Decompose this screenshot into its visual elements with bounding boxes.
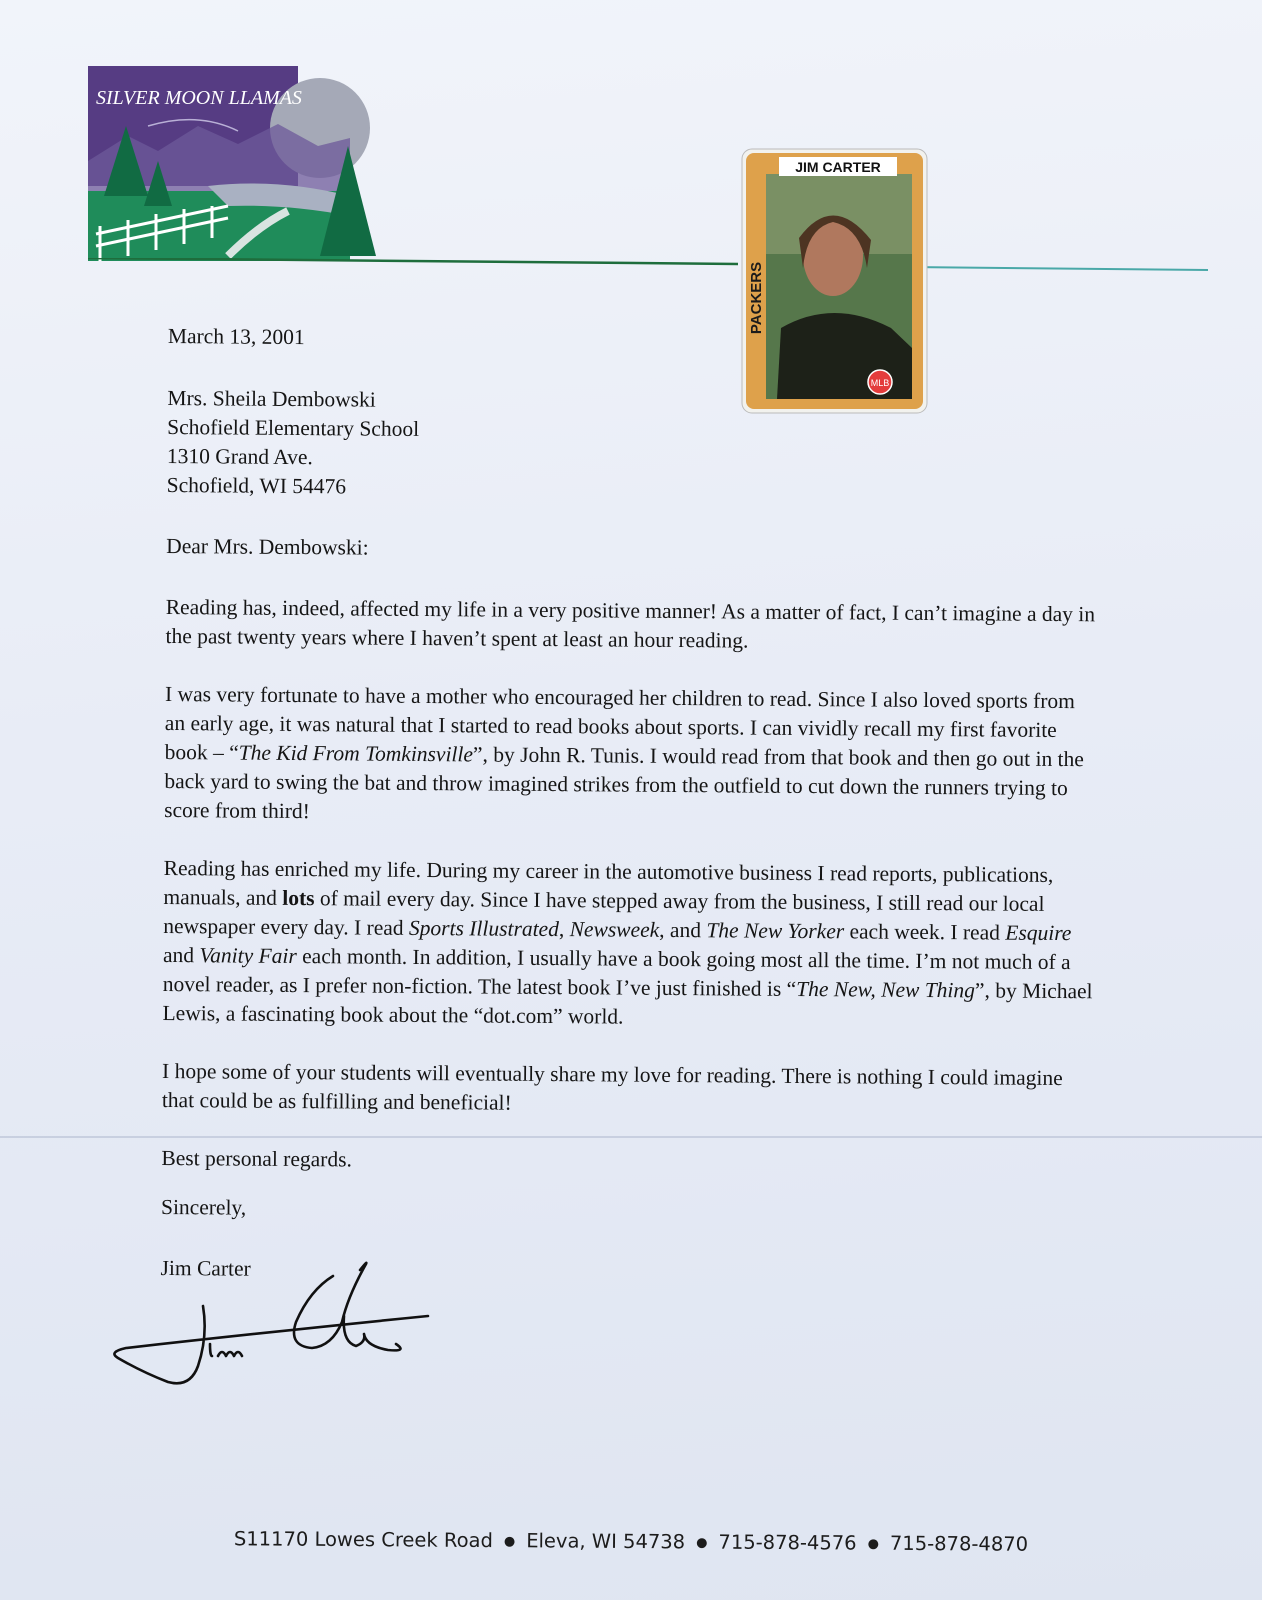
book-title: The Kid From Tomkinsville — [238, 740, 474, 767]
letter-sincerely: Sincerely, — [160, 1194, 247, 1220]
bullet-icon: ● — [867, 1536, 879, 1552]
logo-brand-text: SILVER MOON LLAMAS — [96, 87, 302, 109]
letter-greeting: Dear Mrs. Dembowski: — [166, 533, 369, 560]
book-title: The New, New Thing — [796, 976, 976, 1003]
bullet-icon: ● — [503, 1534, 516, 1550]
letter-body — [160, 322, 1098, 1290]
recipient-street: 1310 Grand Ave. — [166, 443, 313, 470]
card-badge-text: MLB — [870, 378, 890, 388]
logo-graphic — [88, 66, 388, 266]
magazine-title: Newsweek — [569, 917, 660, 942]
recipient-city-state-zip: Schofield, WI 54476 — [166, 472, 347, 499]
recipient-organization: Schofield Elementary School — [167, 414, 420, 441]
silver-moon-llamas-logo — [88, 66, 388, 266]
card-team-name: PACKERS — [748, 261, 765, 335]
letter-date: March 13, 2001 — [167, 323, 305, 350]
magazine-title: Esquire — [1005, 920, 1072, 946]
footer-phone-2: 715-878-4870 — [889, 1531, 1029, 1556]
letterhead-rule — [88, 258, 1208, 288]
magazine-title: Sports Illustrated — [408, 915, 559, 942]
bullet-icon: ● — [696, 1535, 708, 1551]
letter-closing: Best personal regards. — [161, 1145, 352, 1172]
magazine-title: Vanity Fair — [199, 943, 297, 969]
magazine-title: The New Yorker — [706, 918, 845, 944]
paragraph-2: I was very fortunate to have a mother who encouraged her children to read. Since I also loved sports from an early age, it was natural that I started to read books about sports. I can vividly recall my first favorite book – “The Kid From Tomkinsville”, by John R. Tunis. I would read from that book and then go out in the back yard to swing the bat and throw imagined strikes from the outfield to cut down the runners trying to score from third! — [164, 681, 1084, 824]
signer-name: Jim Carter — [160, 1255, 251, 1281]
paragraph-1: Reading has, indeed, affected my life in a very positive manner! As a matter of fact, I can’t imagine a day in the past twenty years where I haven’t spent at least an hour reading. — [165, 594, 1096, 653]
paragraph-4: I hope some of your students will eventually share my love for reading. There is nothing I could imagine that could be as fulfilling and beneficial! — [161, 1058, 1063, 1115]
card-player-name: JIM CARTER — [795, 159, 881, 175]
recipient-address — [167, 384, 1098, 507]
letterhead-footer — [0, 1526, 1262, 1558]
recipient-name: Mrs. Sheila Dembowski — [167, 385, 376, 412]
emphasis-lots: lots — [282, 885, 315, 911]
handwritten-signature — [98, 1256, 438, 1396]
paragraph-3: Reading has enriched my life. During my career in the automotive business I read reports, publications, manuals, and lots of mail every day. Since I have stepped away from the business, I still read our local newspaper every day. I read Sports Illustrated, Newsweek, and The New Yorker each week. I read Esquire and Vanity Fair each month. In addition, I usually have a book going most all the time. I’m not much of a novel reader, as I prefer non-fiction. The latest book I’ve just finished is “The New, New Thing”, by Michael Lewis, a fascinating book about the “dot.com” world. — [162, 855, 1093, 1029]
footer-address: S11170 Lowes Creek Road — [233, 1527, 493, 1553]
footer-city: Eleva, WI 54738 — [526, 1529, 686, 1554]
footer-phone-1: 715-878-4576 — [718, 1530, 857, 1555]
